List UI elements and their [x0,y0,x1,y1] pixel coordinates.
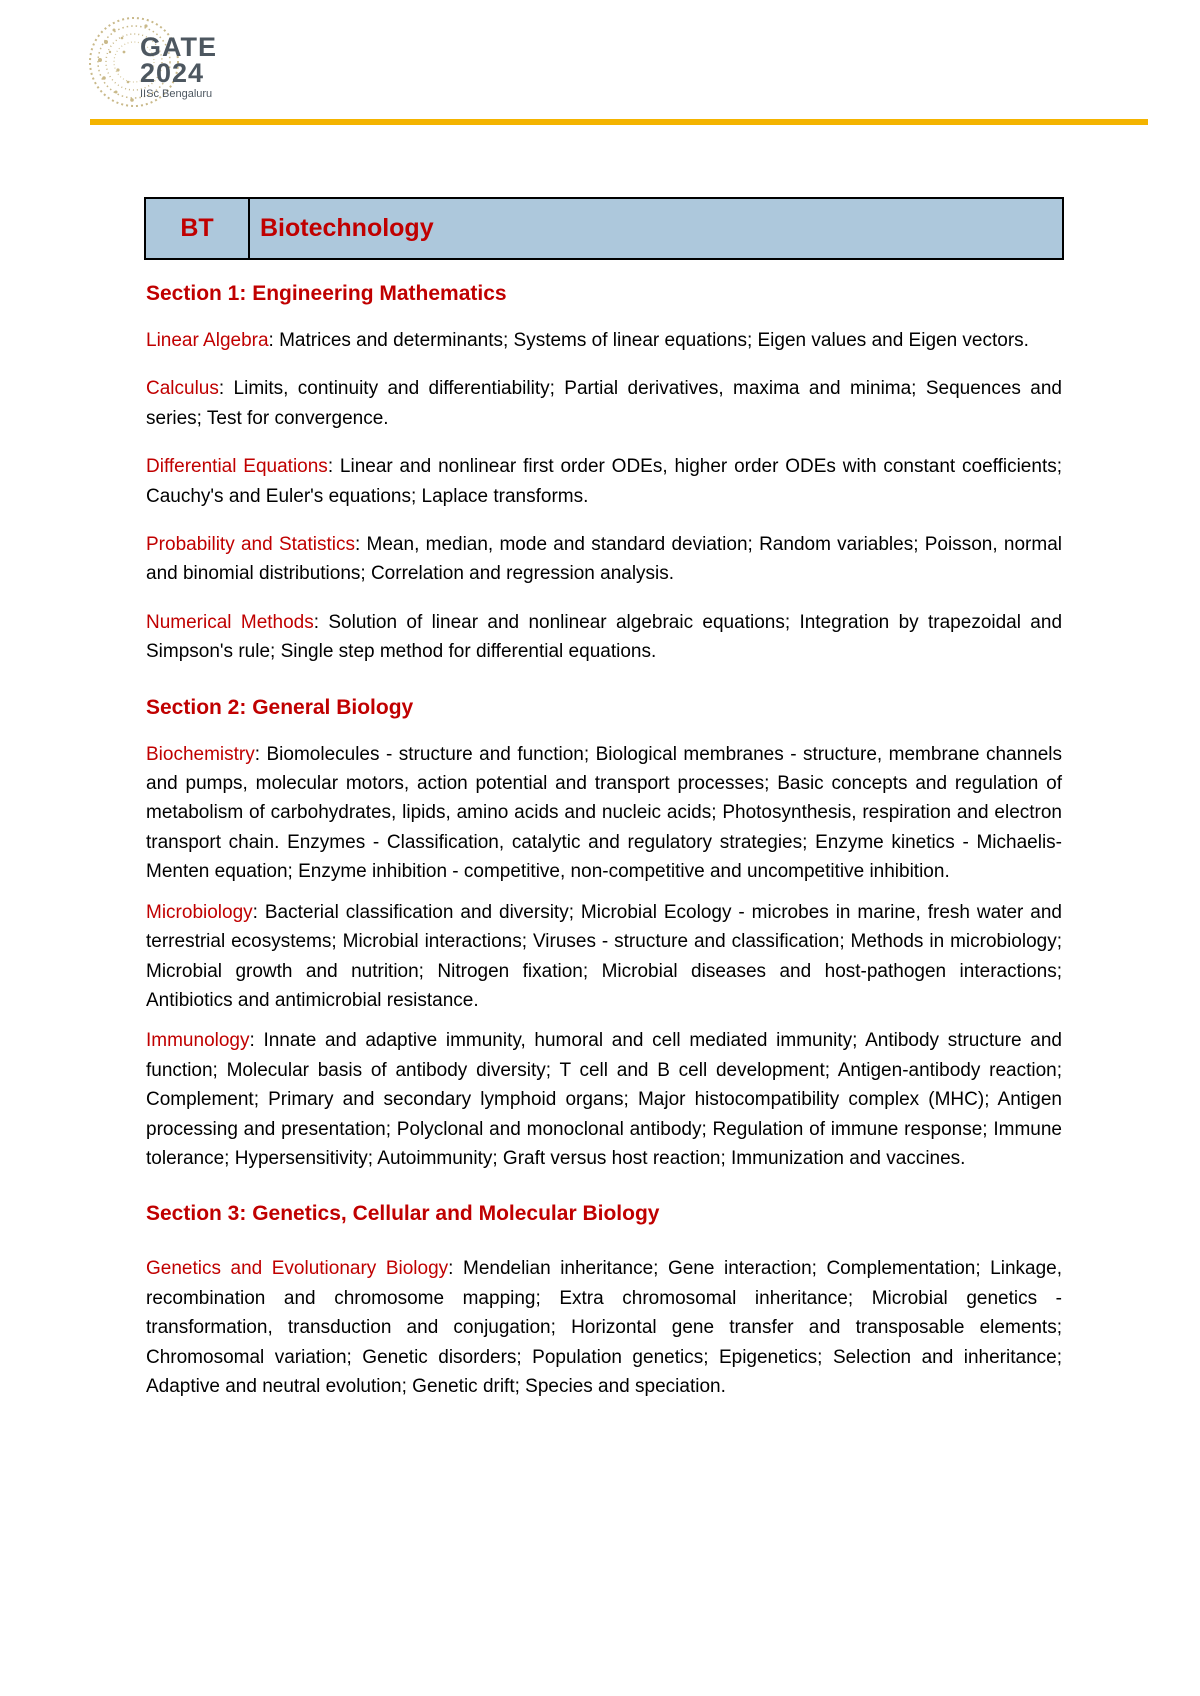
topic-paragraph [146,530,1062,589]
topic-paragraph [146,1254,1062,1401]
logo-line-institute: IISc Bengaluru [140,88,213,100]
topic-text: : Bacterial classification and diversity; Microbial Ecology - microbes in marine, fresh water and terrestrial ecosystems; Microbial interactions; Viruses - structure and classification; Methods in microbiology; Microbial growth and nutrition; Nitrogen fixation; Microbial diseases and host-pathogen interactions; Antibiotics and antimicrobial resistance. [146,901,1062,1011]
topic-label: Immunology [146,1030,250,1052]
topic-label: Probability and Statistics [146,534,355,556]
topic-paragraph [146,740,1062,887]
topic-label: Genetics and Evolutionary Biology [146,1258,449,1280]
section-heading: Section 1: Engineering Mathematics [146,282,507,305]
gate-logo [84,12,234,112]
topic-label: Biochemistry [146,743,255,765]
topic-text: : Linear and nonlinear first order ODEs, higher order ODEs with constant coefficients; Cauchy's and Euler's equations; Laplace transforms. [146,456,1062,507]
topic-text: : Mean, median, mode and standard deviation; Random variables; Poisson, normal and binomial distributions; Correlation and regression analysis. [146,534,1062,585]
topic-paragraph [146,326,1062,355]
topic-text: : Matrices and determinants; Systems of linear equations; Eigen values and Eigen vectors. [268,330,1029,351]
section-heading: Section 3: Genetics, Cellular and Molecular Biology [146,1202,660,1226]
topic-label: Differential Equations [146,456,328,478]
subject-name: Biotechnology [260,214,434,242]
section-heading: Section 2: General Biology [146,695,414,719]
topic-paragraph [146,452,1062,511]
topic-paragraph [146,608,1062,667]
logo-text [140,34,217,101]
topic-label: Microbiology [146,901,253,923]
logo-line-year: 2024 [140,58,205,88]
topic-paragraph [146,374,1062,433]
subject-header-table [144,197,1064,260]
topic-paragraph [146,1026,1062,1173]
topic-text: : Solution of linear and nonlinear algebraic equations; Integration by trapezoidal and Simpson's rule; Single step method for differential equations. [146,611,1063,663]
topic-label: Linear Algebra [146,330,269,351]
syllabus-content [146,280,1062,1420]
topic-text: : Biomolecules - structure and function; Biological membranes - structure, membrane channels and pumps, molecular motors, action potential and transport processes; Basic concepts and regulation of metabolism of carbohydrates, lipids, amino acids and nucleic acids; Photosynthesis, respiration and electron transport chain. Enzymes - Classification, catalytic and regulatory strategies; Enzyme kinetics - Michaelis-Menten equation; Enzyme inhibition - competitive, non-competitive and uncompetitive inhibition. [146,743,1062,883]
topic-text: : Mendelian inheritance; Gene interaction; Complementation; Linkage, recombination and chromosome mapping; Extra chromosomal inheritance; Microbial genetics - transformation, transduction and conjugation; Horizontal gene transfer and transposable elements; Chromosomal variation; Genetic disorders; Population genetics; Epigenetics; Selection and inheritance; Adaptive and neutral evolution; Genetic drift; Species and speciation. [146,1258,1063,1397]
subject-code: BT [146,199,250,258]
header-divider [90,119,1148,125]
topic-text: : Limits, continuity and differentiability; Partial derivatives, maxima and minima; Sequences and series; Test for convergence. [146,378,1062,429]
topic-text: : Innate and adaptive immunity, humoral and cell mediated immunity; Antibody structure and function; Molecular basis of antibody diversity; T cell and B cell development; Antigen-antibody reaction; Complement; Primary and secondary lymphoid organs; Major histocompatibility complex (MHC); Antigen processing and presentation; Polyclonal and monoclonal antibody; Regulation of immune response; Immune tolerance; Hypersensitivity; Autoimmunity; Graft versus host reaction; Immunization and vaccines. [146,1030,1062,1169]
topic-label: Numerical Methods [146,611,314,633]
logo-line-gate: GATE [140,32,217,62]
topic-paragraph [146,898,1062,1016]
topic-label: Calculus [146,378,219,400]
